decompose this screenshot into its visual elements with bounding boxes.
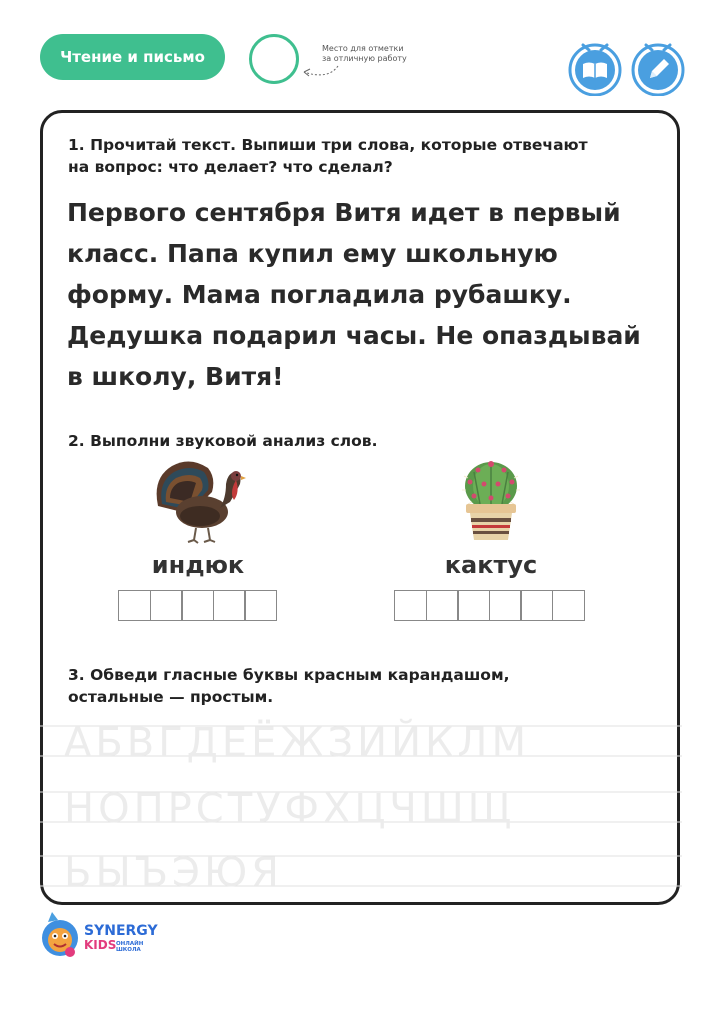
sound-box[interactable] xyxy=(118,590,151,621)
sound-boxes xyxy=(118,590,277,621)
reading-line: форму. Мама погладила рубашку. xyxy=(67,280,572,309)
sound-box[interactable] xyxy=(213,590,246,621)
reading-line: Дедушка подарил часы. Не опаздывай xyxy=(67,321,641,350)
task1-title: 1. Прочитай текст. Выпиши три слова, которые отвечают на вопрос: что делает? что сделал? xyxy=(68,136,588,176)
brand-sub: KIDS xyxy=(84,938,117,952)
reading-line: Первого сентября Витя идет в первый xyxy=(67,198,621,227)
book-icon xyxy=(565,40,625,96)
sound-box[interactable] xyxy=(552,590,585,621)
grade-mark-note: Место для отметки за отличную работу xyxy=(322,44,407,63)
subject-label: Чтение и письмо xyxy=(40,34,225,80)
sound-box[interactable] xyxy=(520,590,553,621)
mascot-logo-icon xyxy=(40,912,82,960)
reading-line: класс. Папа купил ему школьную xyxy=(67,239,558,268)
sound-box[interactable] xyxy=(244,590,277,621)
sound-box[interactable] xyxy=(426,590,459,621)
reading-text xyxy=(67,192,667,397)
alphabet-row: ЬЫЪЭЮЯ xyxy=(64,850,283,896)
word-label: индюк xyxy=(151,551,245,579)
sound-box[interactable] xyxy=(394,590,427,621)
task3-title: 3. Обведи гласные буквы красным карандашом, остальные — простым. xyxy=(68,666,510,706)
brand-tagline: ОНЛАЙН ШКОЛА xyxy=(116,941,144,953)
sound-boxes xyxy=(394,590,585,621)
curved-arrow-icon xyxy=(298,60,342,80)
alphabet-row: АБВГДЕЁЖЗИЙКЛМ xyxy=(64,720,530,766)
sound-box[interactable] xyxy=(181,590,214,621)
task2-title: 2. Выполни звуковой анализ слов. xyxy=(68,432,378,450)
alphabet-row: НОПРСТУФХЦЧШЩ xyxy=(64,786,516,832)
turkey-illustration xyxy=(150,458,248,544)
reading-line: в школу, Витя! xyxy=(67,362,284,391)
pencil-icon xyxy=(628,40,688,96)
sound-box[interactable] xyxy=(457,590,490,621)
sound-box[interactable] xyxy=(150,590,183,621)
brand-name: SYNERGY xyxy=(84,923,158,939)
sound-box[interactable] xyxy=(489,590,522,621)
cactus-illustration xyxy=(460,458,522,542)
word-label: кактус xyxy=(444,551,538,579)
grade-mark-circle xyxy=(249,34,299,84)
